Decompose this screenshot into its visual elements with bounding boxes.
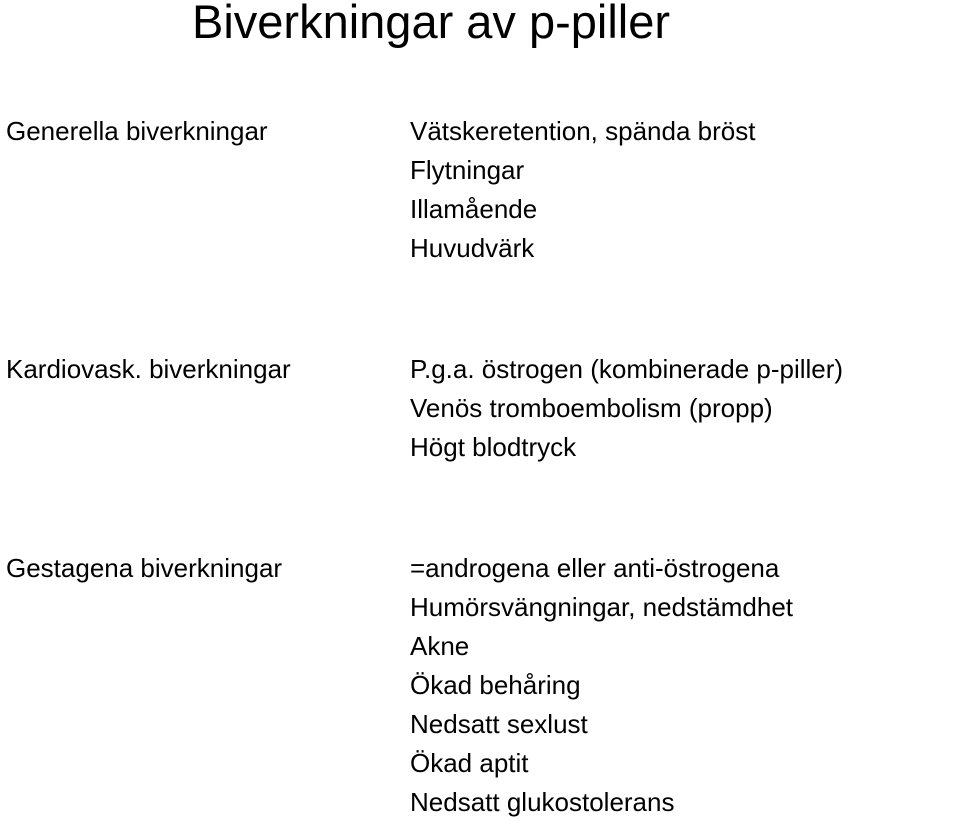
section-label: Gestagena biverkningar xyxy=(6,553,283,583)
list-item: Högt blodtryck xyxy=(410,432,577,462)
list-item: Humörsvängningar, nedstämdhet xyxy=(410,592,794,622)
side-effect-list xyxy=(410,112,755,268)
list-item: =androgena eller anti-östrogena xyxy=(410,553,780,583)
section-label: Generella biverkningar xyxy=(6,116,268,146)
list-item: Ökad aptit xyxy=(410,748,529,778)
list-item: Flytningar xyxy=(410,155,525,185)
list-item: Nedsatt glukostolerans xyxy=(410,787,675,817)
list-item: Nedsatt sexlust xyxy=(410,709,588,739)
list-item: Vätskeretention, spända bröst xyxy=(410,116,756,146)
list-item: Akne xyxy=(410,631,470,661)
section-label: Kardiovask. biverkningar xyxy=(6,354,291,384)
list-item: Huvudvärk xyxy=(410,233,535,263)
page-title: Biverkningar av p-piller xyxy=(192,0,671,48)
list-item: Venös tromboembolism (propp) xyxy=(410,393,773,423)
list-item: Illamående xyxy=(410,194,538,224)
list-item: Ökad behåring xyxy=(410,670,581,700)
side-effect-list xyxy=(410,549,793,822)
list-item: P.g.a. östrogen (kombinerade p-piller) xyxy=(410,354,844,384)
side-effect-list xyxy=(410,350,843,467)
